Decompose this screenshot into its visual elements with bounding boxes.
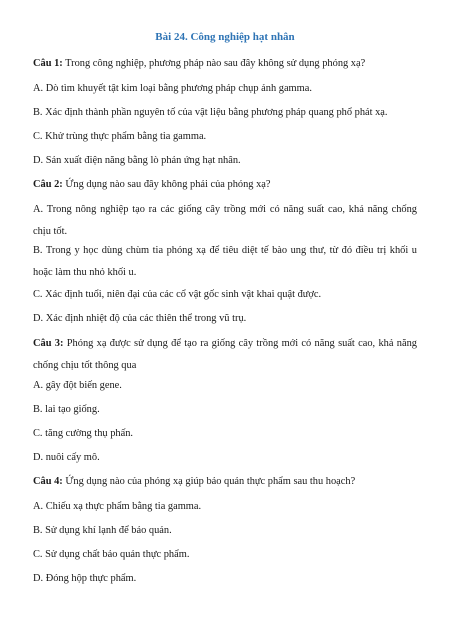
question-3-label: Câu 3: <box>33 338 64 349</box>
question-2-option-b: B. Trong y học dùng chùm tia phóng xạ để tiêu diệt tế bào ung thư, từ đó điều trị khối u hoặc làm thu nhỏ khối u. <box>33 245 417 278</box>
question-4-option-d: D. Đóng hộp thực phẩm. <box>33 573 137 584</box>
question-2-option-a: A. Trong nông nghiệp tạo ra các giống cây trồng mới có năng suất cao, khả năng chống chịu tốt. <box>33 204 417 237</box>
question-4-text: Ứng dụng nào của phóng xạ giúp bảo quản thực phẩm sau thu hoạch? <box>65 476 356 487</box>
question-1-label: Câu 1: <box>33 58 63 69</box>
question-4-label: Câu 4: <box>33 476 63 487</box>
question-1-option-b: B. Xác định thành phần nguyên tố của vật liệu bằng phương pháp quang phổ phát xạ. <box>33 107 388 118</box>
question-4-option-a: A. Chiếu xạ thực phẩm bằng tia gamma. <box>33 501 202 512</box>
question-1-text: Trong công nghiệp, phương pháp nào sau đây không sử dụng phóng xạ? <box>65 58 366 69</box>
question-4-option-c: C. Sử dụng chất bảo quản thực phẩm. <box>33 549 190 560</box>
question-3-option-a: A. gây đột biến gene. <box>33 380 122 391</box>
question-2-text: Ứng dụng nào sau đây không phải của phóng xạ? <box>65 179 271 190</box>
question-4-option-b: B. Sử dụng khí lạnh để bảo quản. <box>33 525 172 536</box>
question-2-option-d: D. Xác định nhiệt độ của các thiên thể trong vũ trụ. <box>33 313 247 324</box>
question-3-option-c: C. tăng cường thụ phấn. <box>33 428 134 439</box>
question-1-option-d: D. Sản xuất điện năng bằng lò phản ứng hạt nhân. <box>33 155 241 166</box>
question-3 <box>33 333 417 377</box>
question-3-text: Phóng xạ được sử dụng để tạo ra giống cây trồng mới có năng suất cao, khả năng chống chịu tốt thông qua <box>33 338 417 371</box>
question-4 <box>33 475 417 488</box>
question-2-label: Câu 2: <box>33 179 63 190</box>
question-1 <box>33 57 417 70</box>
question-2 <box>33 178 417 191</box>
question-1-option-c: C. Khử trùng thực phẩm bằng tia gamma. <box>33 131 207 142</box>
question-3-option-b: B. lai tạo giống. <box>33 404 100 415</box>
question-2-option-c: C. Xác định tuổi, niên đại của các cổ vật gốc sinh vật khai quật được. <box>33 289 322 300</box>
question-3-option-d: D. nuôi cấy mô. <box>33 452 100 463</box>
question-1-option-a: A. Dò tìm khuyết tật kim loại bằng phương pháp chụp ảnh gamma. <box>33 83 312 94</box>
page-title: Bài 24. Công nghiệp hạt nhân <box>155 31 295 43</box>
